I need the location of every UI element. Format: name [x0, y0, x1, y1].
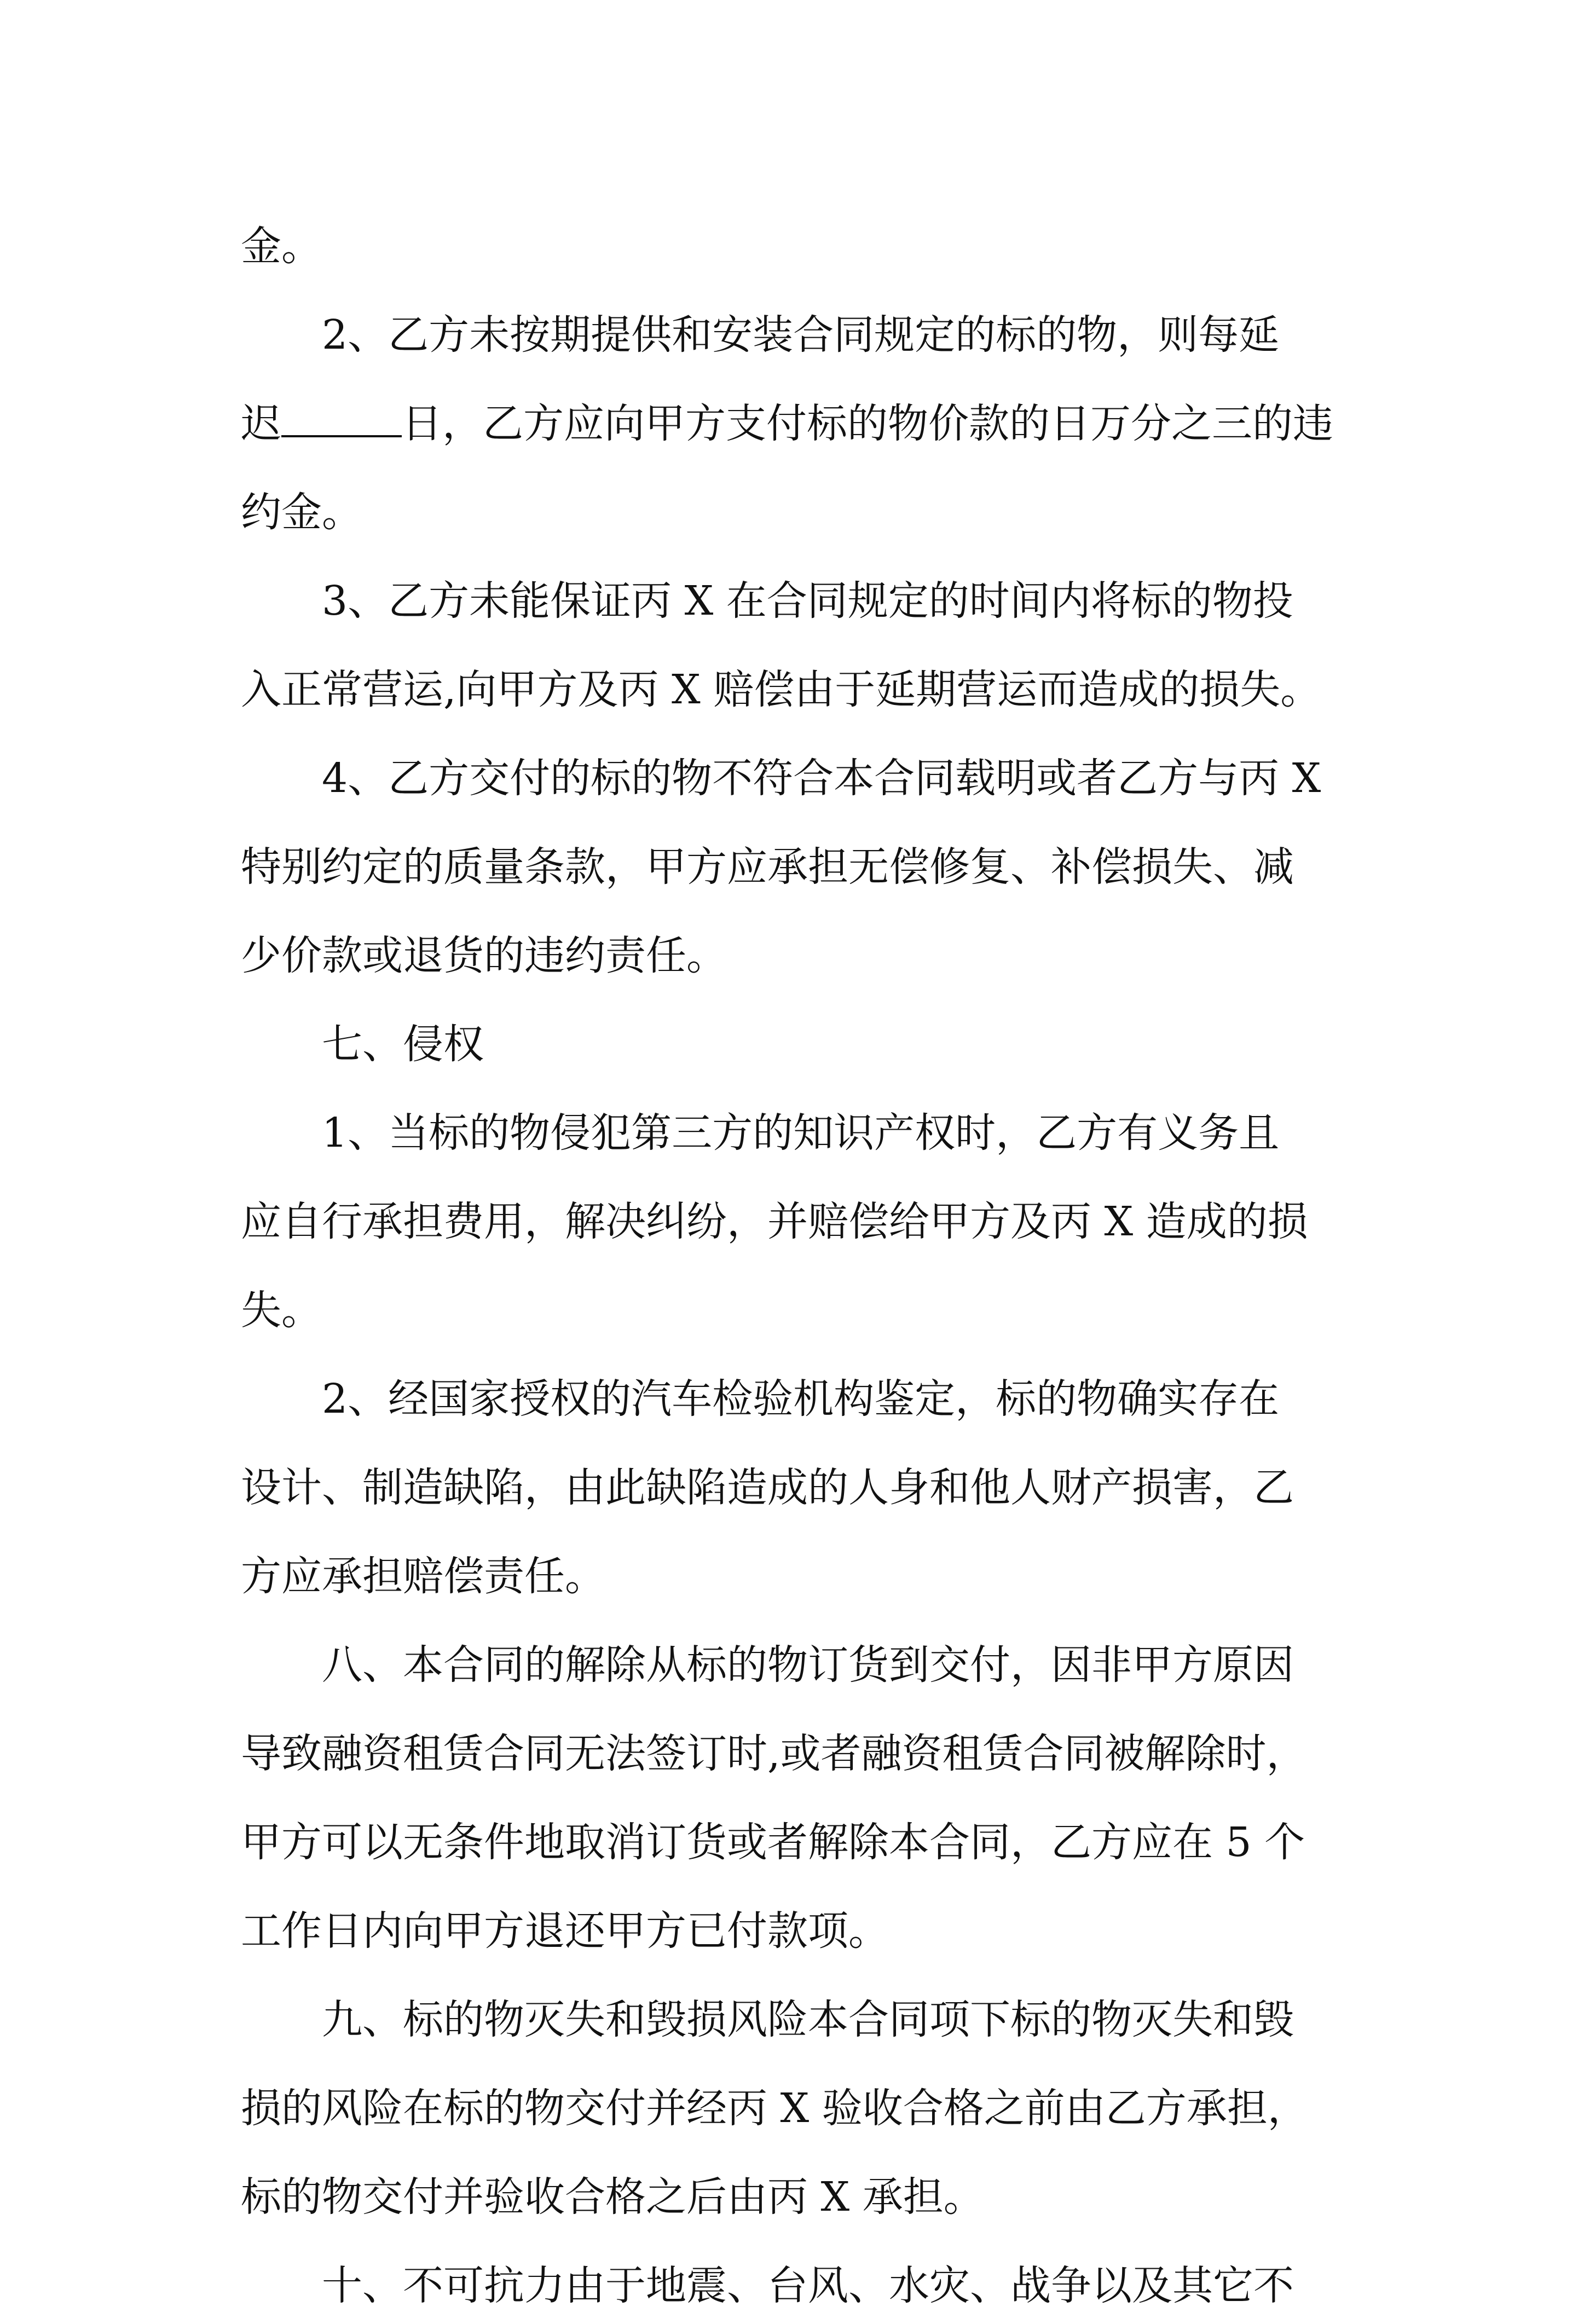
text-line [241, 385, 1333, 462]
text-fragment: 迟 [241, 400, 281, 447]
text-line: 八、本合同的解除从标的物订货到交付，因非甲方原因 [322, 1641, 1294, 1689]
text-line: 设计、制造缺陷，由此缺陷造成的人身和他人财产损害，乙 [241, 1464, 1294, 1511]
text-line: 特别约定的质量条款，甲方应承担无偿修复、补偿损失、减 [241, 843, 1294, 891]
text-line: 约金。 [241, 489, 362, 536]
text-line: 方应承担赔偿责任。 [241, 1553, 605, 1600]
text-line: 3、乙方未能保证丙 X 在合同规定的时间内将标的物投 [322, 577, 1293, 625]
text-line: 导致融资租赁合同无法签订时,或者融资租赁合同被解除时， [241, 1730, 1307, 1777]
text-line: 2、乙方未按期提供和安装合同规定的标的物，则每延 [322, 311, 1280, 359]
text-line: 标的物交付并验收合格之后由丙 X 承担。 [241, 2173, 984, 2221]
text-line: 2、经国家授权的汽车检验机构鉴定，标的物确实存在 [322, 1375, 1280, 1423]
text-line: 工作日内向甲方退还甲方已付款项。 [241, 1907, 889, 1955]
text-line: 十、不可抗力由于地震、台风、水灾、战争以及其它不 [322, 2262, 1294, 2309]
fill-in-blank [281, 397, 402, 437]
text-line: 甲方可以无条件地取消订货或者解除本合同，乙方应在 5 个 [241, 1819, 1305, 1866]
text-line: 1、当标的物侵犯第三方的知识产权时，乙方有义务且 [322, 1109, 1280, 1157]
text-fragment: 日，乙方应向甲方支付标的物价款的日万分之三的违 [402, 400, 1333, 447]
text-line: 金。 [241, 223, 322, 270]
text-line: 九、标的物灭失和毁损风险本合同项下标的物灭失和毁 [322, 1996, 1294, 2043]
text-line: 入正常营运,向甲方及丙 X 赔偿由于延期营运而造成的损失。 [241, 666, 1321, 713]
text-line: 少价款或退货的违约责任。 [241, 932, 727, 979]
text-line: 损的风险在标的物交付并经丙 X 验收合格之前由乙方承担， [241, 2085, 1308, 2132]
text-line: 4、乙方交付的标的物不符合本合同载明或者乙方与丙 X [322, 755, 1321, 802]
section-heading: 七、侵权 [322, 1021, 484, 1068]
text-line: 应自行承担费用，解决纠纷，并赔偿给甲方及丙 X 造成的损 [241, 1198, 1308, 1245]
text-line: 失。 [241, 1287, 322, 1334]
